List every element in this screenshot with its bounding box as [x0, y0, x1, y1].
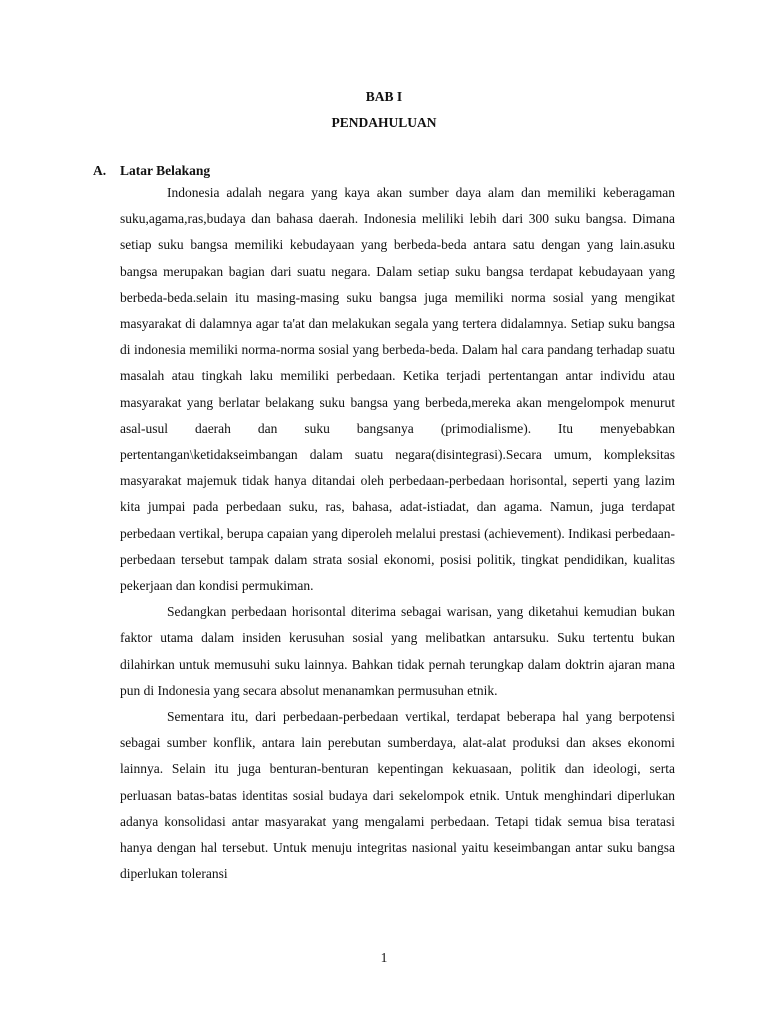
section-title: Latar Belakang — [120, 163, 211, 178]
body-text — [120, 180, 675, 887]
section-heading — [93, 162, 210, 180]
chapter-label: BAB I — [365, 89, 403, 104]
chapter-title: PENDAHULUAN — [331, 115, 437, 130]
paragraph-1: Indonesia adalah negara yang kaya akan sumber daya alam dan memiliki keberagaman suku,agama,ras,budaya dan bahasa daerah. Indonesia meliliki lebih dari 300 suku bangsa. Dimana setiap suku bangsa memiliki kebudayaan yang berbeda-beda antara satu dengan yang lain.asuku bangsa merupakan bagian dari suatu negara. Dalam setiap suku bangsa terdapat kebudayaan yang berbeda-beda.selain itu masing-masing suku bangsa juga memiliki norma sosial yang mengikat masyarakat di dalamnya agar ta'at dan melakukan segala yang tertera didalamnya. Setiap suku bangsa di indonesia memiliki norma-norma sosial yang berbeda-beda. Dalam hal cara pandang terhadap suatu masalah atau tingkah laku memiliki perbedaan. Ketika terjadi pertentangan antar individu atau masyarakat yang berlatar belakang suku bangsa yang berbeda,mereka akan mengelompok menurut asal-usul daerah dan suku bangsanya (primodialisme). Itu menyebabkan pertentangan\ketidakseimbangan dalam suatu negara(disintegrasi).Secara umum, kompleksitas masyarakat majemuk tidak hanya ditandai oleh perbedaan-perbedaan horisontal, seperti yang lazim kita jumpai pada perbedaan suku, ras, bahasa, adat-istiadat, dan agama. Namun, juga terdapat perbedaan vertikal, berupa capaian yang diperoleh melalui prestasi (achievement). Indikasi perbedaan-perbedaan tersebut tampak dalam strata sosial ekonomi, posisi politik, tingkat pendidikan, kualitas pekerjaan dan kondisi permukiman. — [120, 185, 675, 594]
page-number: 1 — [380, 950, 388, 965]
paragraph-2: Sedangkan perbedaan horisontal diterima sebagai warisan, yang diketahui kemudian bukan faktor utama dalam insiden kerusuhan sosial yang melibatkan antarsuku. Suku tertentu bukan dilahirkan untuk memusuhi suku lainnya. Bahkan tidak pernah terungkap dalam doktrin ajaran mana pun di Indonesia yang secara absolut menanamkan permusuhan etnik. — [120, 604, 675, 698]
section-letter: A. — [93, 163, 107, 178]
paragraph-3: Sementara itu, dari perbedaan-perbedaan vertikal, terdapat beberapa hal yang berpotensi sebagai sumber konflik, antara lain perebutan sumberdaya, alat-alat produksi dan akses ekonomi lainnya. Selain itu juga benturan-benturan kepentingan kekuasaan, politik dan ideologi, serta perluasan batas-batas identitas sosial budaya dari sekelompok etnik. Untuk menghindari diperlukan adanya konsolidasi antar masyarakat yang mengalami perbedaan. Tetapi tidak semua bisa teratasi hanya dengan hal tersebut. Untuk menuju integritas nasional yaitu keseimbangan antar suku bangsa diperlukan toleransi — [120, 709, 675, 882]
